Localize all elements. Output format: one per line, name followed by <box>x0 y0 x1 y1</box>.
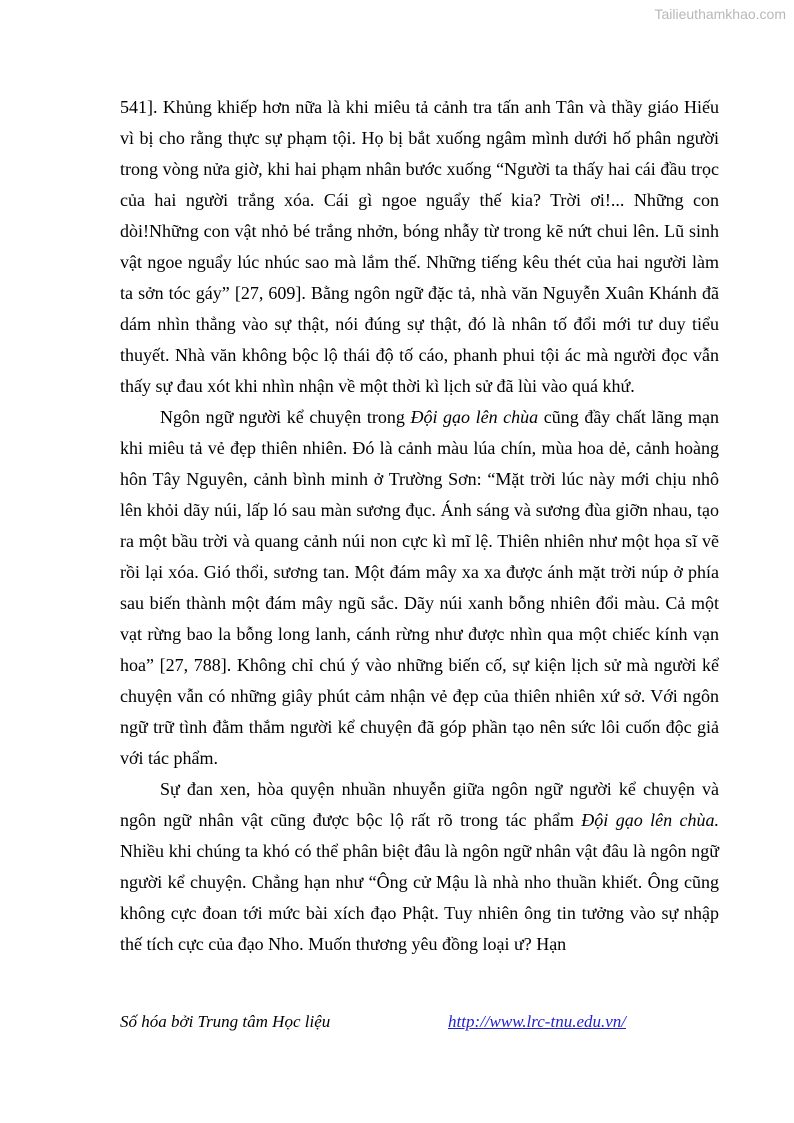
paragraph <box>120 92 719 402</box>
watermark-text: Tailieuthamkhao.com <box>654 6 786 22</box>
text-segment: Ngôn ngữ người kể chuyện trong <box>160 407 411 427</box>
italic-title: Đội gạo lên chùa. <box>581 810 719 830</box>
paragraph <box>120 402 719 774</box>
footer-link[interactable]: http://www.lrc-tnu.edu.vn/ <box>448 1012 627 1031</box>
text-segment: Nhiều khi chúng ta khó có thể phân biệt đâu là ngôn ngữ nhân vật đâu là ngôn ngữ người kể chuyện. Chẳng hạn như “Ông cử Mậu là nhà nho thuần khiết. Ông cũng không cực đoan tới mức bài xích đạo Phật. Tuy nhiên ông tin tưởng vào sự nhập thế tích cực của đạo Nho. Muốn thương yêu đồng loại ư? Hạn <box>120 841 719 954</box>
text-segment: Sự đan xen, hòa quyện nhuần nhuyễn giữa ngôn ngữ người kể chuyện và ngôn ngữ nhân vật cũng được bộc lộ rất rõ trong tác phẩm <box>120 779 719 830</box>
footer-credit: Số hóa bởi Trung tâm Học liệu <box>120 1012 331 1031</box>
paragraph <box>120 774 719 960</box>
italic-title: Đội gạo lên chùa <box>410 407 539 427</box>
text-segment: cũng đầy chất lãng mạn khi miêu tả vẻ đẹp thiên nhiên. Đó là cảnh màu lúa chín, mùa hoa dẻ, cảnh hoàng hôn Tây Nguyên, cảnh bình minh ở Trường Sơn: “Mặt trời lúc này mới chịu nhô lên khỏi dãy núi, lấp ló sau màn sương đục. Ánh sáng và sương đùa giỡn nhau, tạo ra một bầu trời và quang cảnh núi non cực kì mĩ lệ. Thiên nhiên như một họa sĩ vẽ rồi lại xóa. Gió thổi, sương tan. Một đám mây xa xa được ánh mặt trời núp ở phía sau biến thành một đám mây ngũ sắc. Dãy núi xanh bỗng nhiên đổi màu. Cả một vạt rừng bao la bỗng long lanh, cánh rừng như được nhìn qua một chiếc kính vạn hoa” [27, 788]. Không chỉ chú ý vào những biến cố, sự kiện lịch sử mà người kể chuyện vẫn có những giây phút cảm nhận vẻ đẹp của thiên nhiên xứ sở. Với ngôn ngữ trữ tình đằm thắm người kể chuyện đã góp phần tạo nên sức lôi cuốn độc giả với tác phẩm. <box>120 407 719 768</box>
text-segment: 541]. Khủng khiếp hơn nữa là khi miêu tả cảnh tra tấn anh Tân và thầy giáo Hiếu vì bị cho rằng thực sự phạm tội. Họ bị bắt xuống ngâm mình dưới hố phân người trong vòng nửa giờ, khi hai phạm nhân bước xuống “Người ta thấy hai cái đầu trọc của hai người trắng xóa. Cái gì ngoe nguẩy thế kia? Trời ơi!... Những con dòi!Những con vật nhỏ bé trắng nhởn, bóng nhẫy từ trong kẽ nứt chui lên. Lũ sinh vật ngoe nguẩy lúc nhúc sao mà lắm thế. Những tiếng kêu thét của hai người làm ta sởn tóc gáy” [27, 609]. Bằng ngôn ngữ đặc tả, nhà văn Nguyễn Xuân Khánh đã dám nhìn thẳng vào sự thật, nói đúng sự thật, đó là nhân tố đổi mới tư duy tiểu thuyết. Nhà văn không bộc lộ thái độ tố cáo, phanh phui tội ác mà người đọc vẫn thấy sự đau xót khi nhìn nhận về một thời kì lịch sử đã lùi vào quá khứ. <box>120 97 719 396</box>
document-body <box>120 92 719 960</box>
